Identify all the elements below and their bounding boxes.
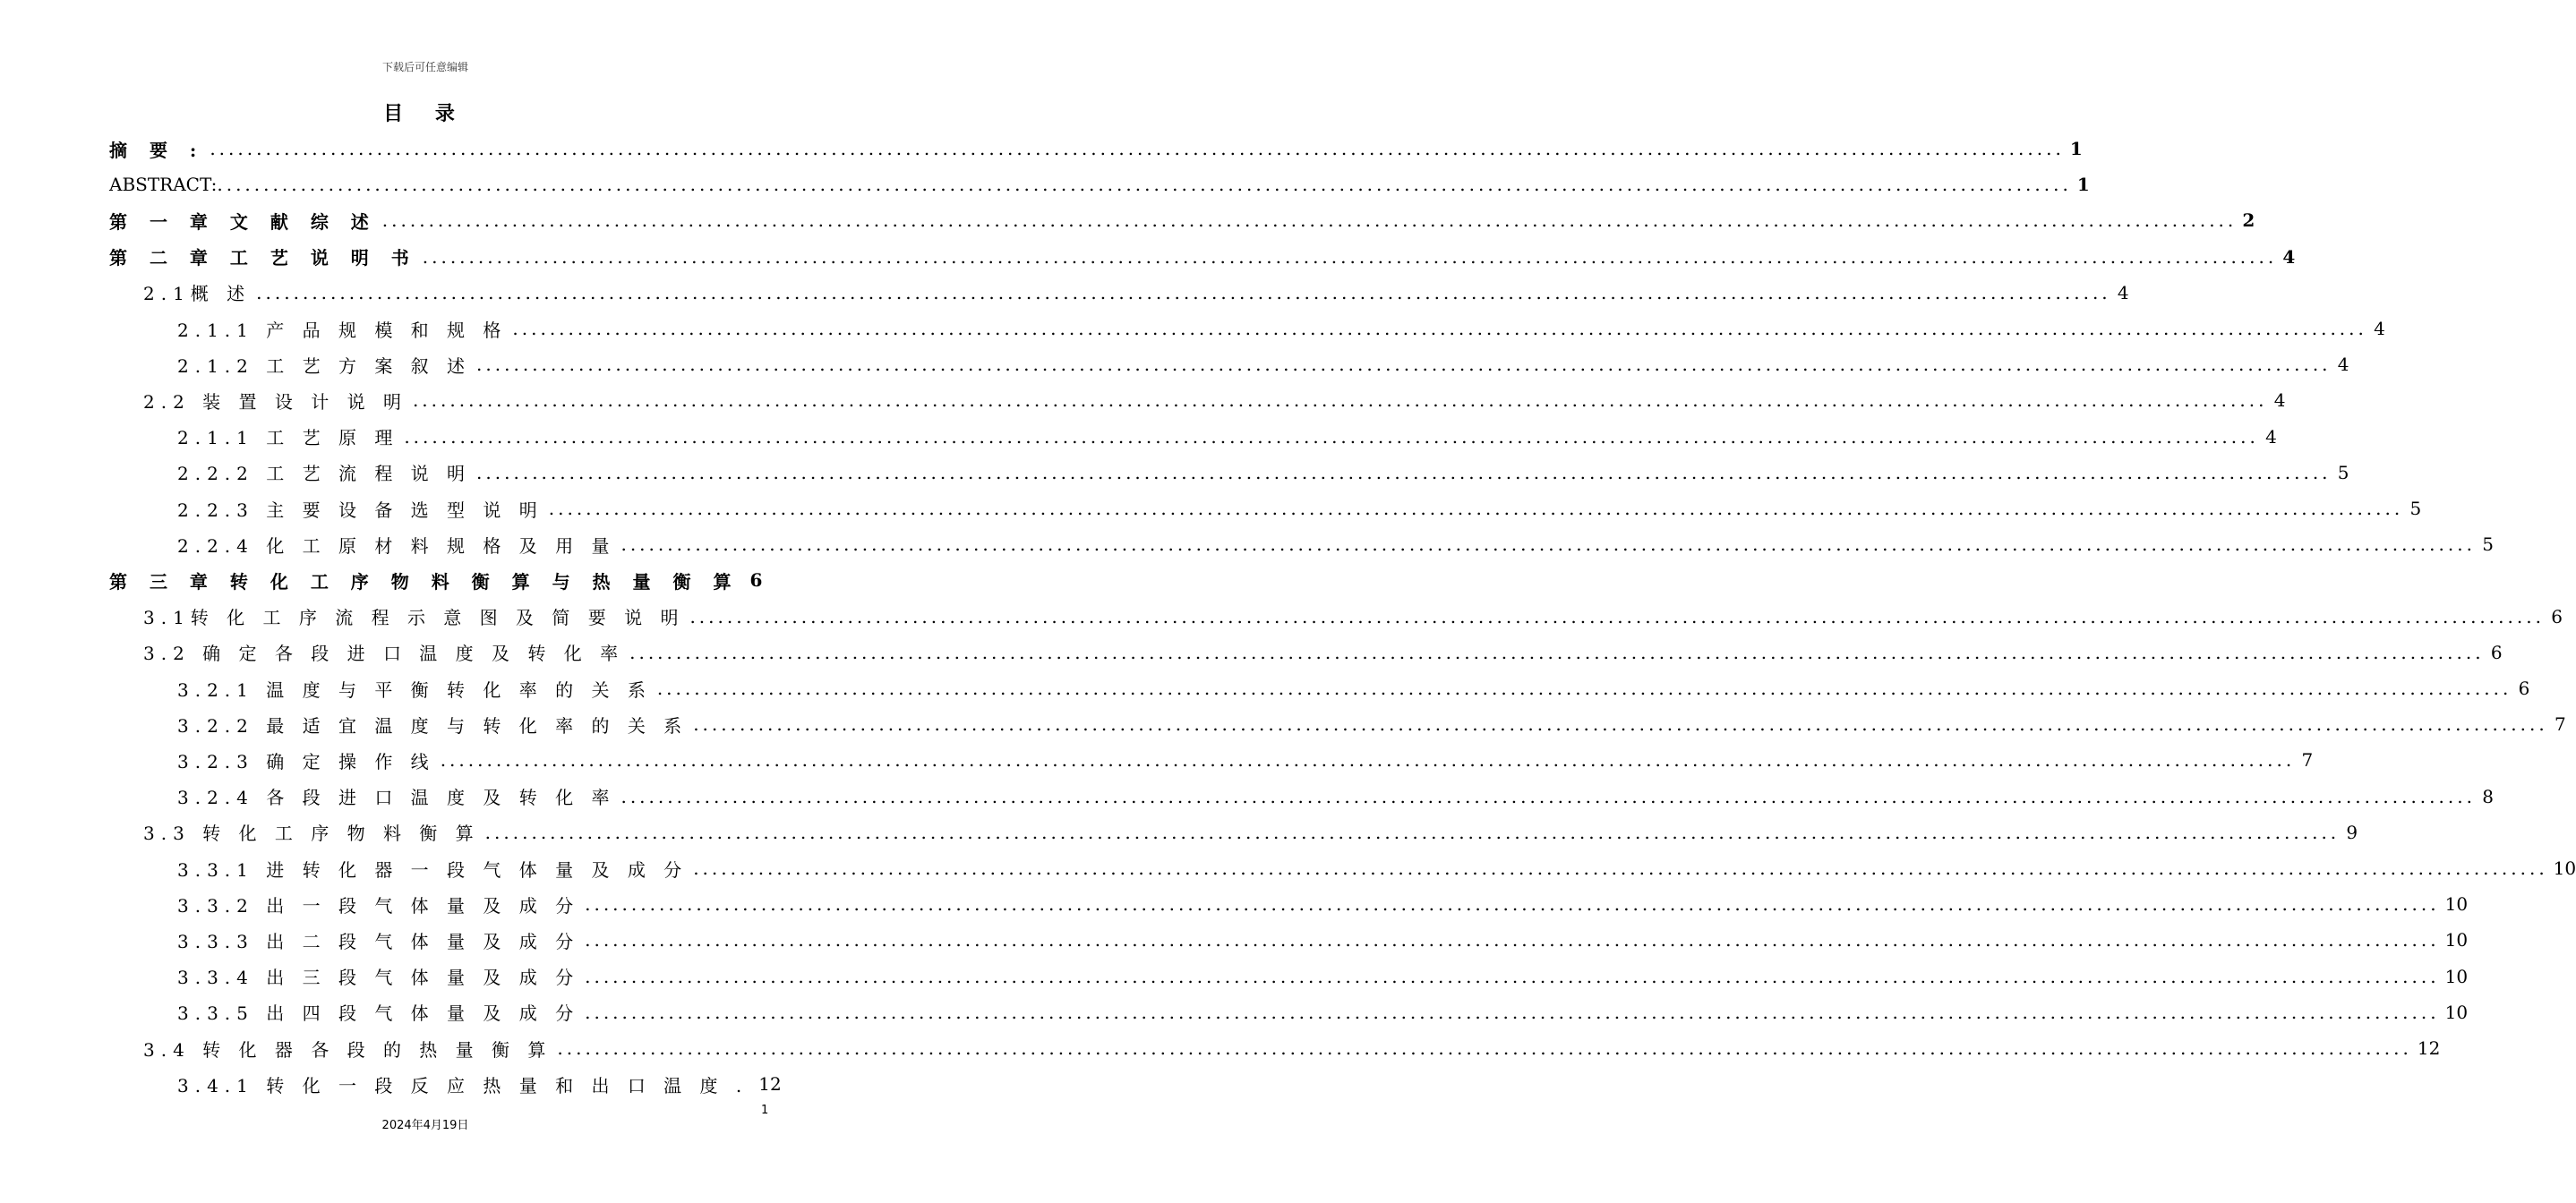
toc-entry-page: 5 (2409, 498, 2422, 519)
toc-leader-dots: ........................................................................................................................................................................................................ (557, 1037, 2412, 1059)
toc-leader-dots: ........................................................................................................................................................................................................ (476, 354, 2332, 376)
toc-leader-dots: ........................................................................................................................................................................................................ (585, 893, 2440, 916)
toc-entry-page: 6 (2518, 678, 2530, 699)
toc-entry-page: 5 (2482, 533, 2494, 556)
toc-entry-label: 3.3 转 化 工 序 物 料 衡 算 (143, 823, 480, 845)
toc-entry-page: 4 (2273, 389, 2286, 412)
toc-entry-label: 2.2.2 工 艺 流 程 说 明 (177, 463, 472, 485)
toc-entry-label: 2.1.1 工 艺 原 理 (177, 427, 399, 449)
toc-entry-label: 3.2.2 最 适 宜 温 度 与 转 化 率 的 关 系 (177, 714, 689, 737)
toc-entry[interactable] (109, 166, 2090, 202)
toc-entry-label: 第 二 章 工 艺 说 明 书 (109, 247, 417, 269)
toc-leader-dots: ........................................................................................................................................................................................................ (381, 209, 2238, 232)
toc-entry-label: ABSTRACT: (109, 174, 218, 196)
toc-entry[interactable] (143, 1030, 2441, 1066)
toc-leader-dots: ........................................................................................................................................................................................................ (585, 1001, 2440, 1023)
toc-title: 目 录 (383, 102, 467, 125)
toc-entry-label: 3.1转 化 工 序 流 程 示 意 图 及 简 要 说 明 (143, 607, 685, 629)
toc-leader-dots: ........................................................................................................................................................................................................ (620, 533, 2476, 556)
toc-entry[interactable] (177, 886, 2469, 922)
toc-leader-dots: ........................................................................................................................................................................................................ (210, 138, 2065, 159)
toc-entry-label: 3.2.4 各 段 进 口 温 度 及 转 化 率 (177, 787, 616, 809)
toc-leader-dots: ........................................................................................................................................................................................................ (217, 174, 2072, 196)
toc-entry-page: 7 (2554, 713, 2566, 736)
toc-entry[interactable] (177, 419, 2277, 455)
toc-entry[interactable] (177, 959, 2469, 994)
toc-leader-dots: ........................................................................................................................................................................................................ (512, 318, 2367, 339)
toc-entry-label: 第 一 章 文 献 综 述 (109, 210, 377, 233)
toc-leader-dots: ........................................................................................................................................................................................................ (440, 749, 2296, 772)
toc-entry[interactable] (177, 491, 2422, 526)
toc-entry-page: 6 (2490, 641, 2503, 663)
toc-entry-page: 1 (2076, 174, 2090, 196)
footer-date: 2024年4月19日 (381, 1119, 469, 1132)
toc-entry-label: 2.2 装 置 设 计 说 明 (143, 390, 407, 413)
toc-entry[interactable] (109, 562, 763, 598)
toc-entry-page: 4 (2337, 354, 2349, 376)
toc-entry-page: 7 (2301, 749, 2314, 772)
toc-entry[interactable] (177, 455, 2349, 491)
toc-entry-label: 3.2.1 温 度 与 平 衡 转 化 率 的 关 系 (177, 678, 652, 701)
toc-leader-dots: ........................................................................................................................................................................................................ (585, 965, 2440, 987)
toc-entry-label: 2.1.1 产 品 规 模 和 规 格 (177, 319, 508, 341)
toc-entry-page: 6 (2551, 605, 2563, 627)
toc-entry-page: 2 (2242, 209, 2255, 232)
toc-entry-label: 2.1.2 工 艺 方 案 叙 述 (177, 354, 472, 377)
toc-entry[interactable] (177, 311, 2385, 346)
toc-entry-page: 4 (2265, 425, 2277, 448)
toc-leader-dots: ........................................................................................................................................................................................................ (656, 678, 2512, 699)
toc-entry-page: 12 (2417, 1037, 2441, 1059)
toc-entry[interactable] (143, 275, 2129, 311)
toc-leader-dots: ........................................................................................................................................................................................................ (476, 461, 2332, 483)
toc-entry[interactable] (143, 599, 2563, 635)
toc-entry-page: 10 (2444, 965, 2469, 987)
toc-entry-page: 4 (2374, 318, 2385, 339)
toc-entry-label: 3.2 确 定 各 段 进 口 温 度 及 转 化 率 (143, 643, 625, 665)
toc-entry-page: 1 (2069, 138, 2083, 159)
toc-entry[interactable] (177, 346, 2349, 382)
toc-entry[interactable] (109, 202, 2255, 238)
toc-entry[interactable] (143, 382, 2286, 418)
toc-leader-dots: ........................................................................................................................................................................................................ (422, 245, 2278, 268)
toc-entry-page: 4 (2282, 245, 2296, 268)
toc-leader-dots: ........................................................................................................................................................................................................ (548, 498, 2404, 519)
toc-entry-label: 3.3.4 出 三 段 气 体 量 及 成 分 (177, 967, 580, 989)
toc-entry-label: 第 三 章 转 化 工 序 物 料 衡 算 与 热 量 衡 算 (109, 570, 740, 593)
toc-entry-label: 3.3.5 出 四 段 气 体 量 及 成 分 (177, 1002, 580, 1025)
toc-entry-page: 10 (2444, 929, 2469, 951)
toc-entry[interactable] (177, 742, 2314, 778)
toc-entry[interactable] (177, 779, 2494, 815)
toc-entry-label: 3.3.2 出 一 段 气 体 量 及 成 分 (177, 894, 580, 917)
toc-entry[interactable] (177, 670, 2530, 706)
toc-entry-label: 3.3.1 进 转 化 器 一 段 气 体 量 及 成 分 (177, 858, 689, 881)
toc-leader-dots: ........................................................................................................................................................................................................ (412, 389, 2268, 412)
toc-entry[interactable] (177, 922, 2469, 958)
toc-leader-dots: ........................................................................................................................................................................................................ (693, 857, 2548, 879)
toc-entry-label: 3.2.3 确 定 操 作 线 (177, 750, 435, 772)
toc-leader-dots: ........................................................................................................................................................................................................ (404, 425, 2259, 448)
toc-entry[interactable] (143, 815, 2358, 850)
toc-entry-page: 12 (758, 1073, 782, 1096)
toc-entry[interactable] (109, 131, 2083, 166)
toc-entry[interactable] (177, 526, 2494, 562)
toc-leader-dots: ........................................................................................................................................................................................................ (256, 281, 2111, 303)
toc-entry-page: 5 (2337, 461, 2349, 483)
toc-entry[interactable] (177, 994, 2469, 1030)
toc-entry-page: 10 (2444, 1001, 2469, 1023)
toc-entry-label: 3.4 转 化 器 各 段 的 热 量 衡 算 (143, 1038, 552, 1061)
toc-entry[interactable] (143, 635, 2503, 670)
toc-entry-page: 9 (2346, 821, 2358, 843)
toc-entry[interactable] (177, 1066, 782, 1102)
toc-entry-label: 2.2.4 化 工 原 材 料 规 格 及 用 量 (177, 534, 616, 557)
toc-entry[interactable] (177, 706, 2566, 742)
toc-entry-label: 2.1概 述 (143, 283, 252, 305)
page-header: 下载后可任意编辑 (381, 61, 468, 73)
toc-entry-page: 10 (2553, 857, 2576, 879)
toc-entry-page: 8 (2482, 785, 2494, 807)
toc-entry-page: 6 (749, 569, 763, 592)
toc-entry-page: 4 (2117, 281, 2129, 303)
toc-entry[interactable] (109, 239, 2296, 275)
toc-leader-dots: ........................................................................................................................................................................................................ (620, 785, 2476, 807)
page-number: 1 (761, 1104, 769, 1117)
toc-entry-label: 3.3.3 出 二 段 气 体 量 及 成 分 (177, 930, 580, 952)
toc-leader-dots: ........................................................................................................................................................................................................ (484, 821, 2341, 843)
toc-leader-dots: ........................................................................................................................................................................................................ (585, 929, 2440, 951)
toc-entry[interactable] (177, 850, 2576, 886)
toc-entry-page: 10 (2444, 893, 2469, 916)
toc-entry-label: 摘 要 : (109, 139, 205, 161)
toc-entry-label: 3.4.1 转 化 一 段 反 应 热 量 和 出 口 温 度 . (177, 1074, 749, 1096)
toc-entry-label: 2.2.3 主 要 设 备 选 型 说 明 (177, 499, 543, 521)
toc-leader-dots: ........................................................................................................................................................................................................ (693, 713, 2548, 736)
toc-leader-dots: ........................................................................................................................................................................................................ (629, 641, 2485, 663)
toc-leader-dots: ........................................................................................................................................................................................................ (689, 605, 2545, 627)
